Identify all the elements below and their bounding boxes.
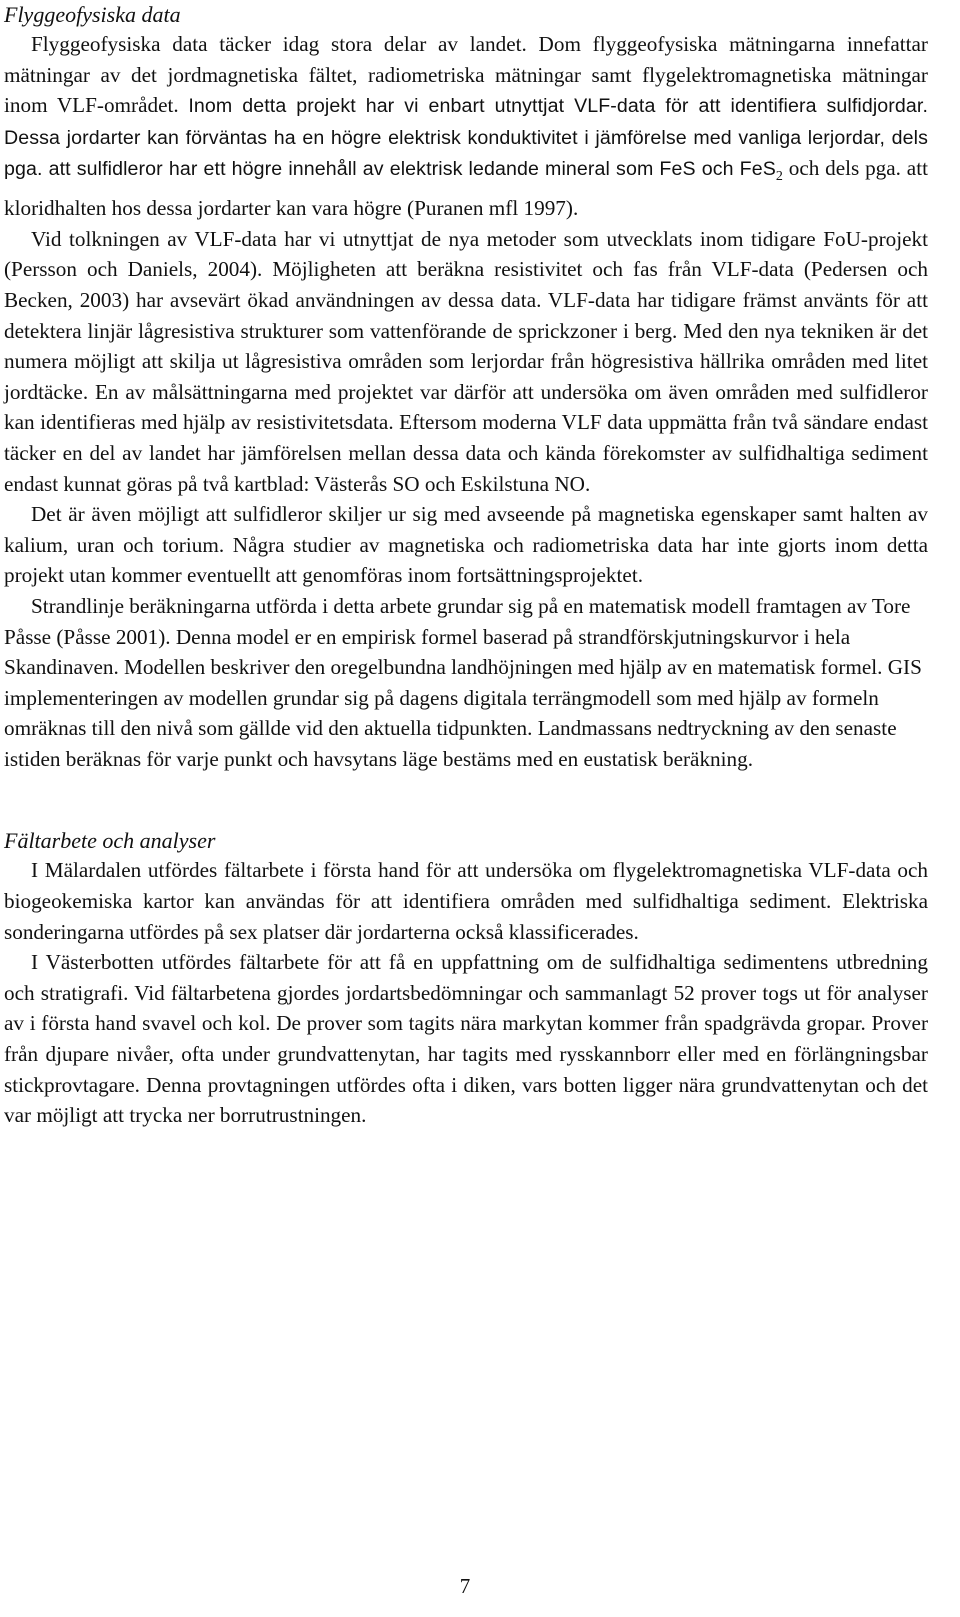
paragraph: Strandlinje beräkningarna utförda i detta arbete grundar sig på en matematisk modell framtagen av Tore Påsse (Påsse 2001). Denna model er en empirisk formel baserad på strandförskjutningskurvor i hela Skandinaven. Modellen beskriver den oregelbundna landhöjningen med hjälp av en matematisk formel. GIS implementeringen av modellen grundar sig på dagens digitala terrängmodell som med hjälp av formeln omräknas till den nivå som gällde vid den aktuella tidpunkten. Landmassans nedtryckning av den senaste istiden beräknas för varje punkt och havsytans läge bestäms med en eustatisk beräkning. <box>4 593 922 771</box>
paragraph <box>4 29 928 224</box>
page-number: 7 <box>459 1574 471 1598</box>
paragraph: I Västerbotten utfördes fältarbete för att få en uppfattning om de sulfidhaltiga sedimentens utbredning och stratigrafi. Vid fältarbetena gjordes jordartsbedömningar och sammanlagt 52 prover togs ut för analyser av i första hand svavel och kol. De prover som tagits nära markytan kommer från spadgrävda gropar. Prover från djupare nivåer, ofta under grundvattenytan, har tagits med rysskannborr eller med en förlängningsbar stickprovtagare. Denna provtagningen utfördes ofta i diken, vars botten ligger nära grundvattenytan och det var möjligt att trycka ner borrutrustningen. <box>4 950 928 1128</box>
section-heading-flyggeofysiska: Flyggeofysiska data <box>4 2 181 27</box>
paragraph: Det är även möjligt att sulfidleror skiljer ur sig med avseende på magnetiska egenskaper samt halten av kalium, uran och torium. Några studier av magnetiska och radiometriska data har inte gjorts inom detta projekt utan kommer eventuellt att genomföras inom fortsättningsprojektet. <box>4 502 928 588</box>
section-spacer <box>4 774 928 826</box>
document-page <box>4 0 928 1131</box>
paragraph-text-sans: Inom detta projekt har vi enbart utnyttjat VLF-data för att identifiera sulfidjordar. Dessa jordarter kan förväntas ha en högre elektrisk konduktivitet i jämförelse med vanliga lerjordar, dels pga. att sulfidleror har ett högre innehåll av elektrisk ledande mineral som FeS och FeS <box>4 95 928 181</box>
paragraph: Vid tolkningen av VLF-data har vi utnyttjat de nya metoder som utvecklats inom tidigare FoU-projekt (Persson och Daniels, 2004). Möjligheten att beräkna resistivitet och fas från VLF-data (Pedersen och Becken, 2003) har avsevärt ökad användningen av dessa data. VLF-data har tidigare främst använts för att detektera linjär lågresistiva strukturer som vattenförande de sprickzoner i berg. Med den nya tekniken är det numera möjligt att skilja ut lågresistiva områden som lerjordar från högresistiva hällrika områden med litet jordtäcke. En av målsättningarna med projektet var därför att undersöka om även områden med sulfidleror kan identifieras med hjälp av resistivitetsdata. Eftersom moderna VLF data uppmätta från två sändare endast täcker en del av landet har jämförelsen mellan dessa data och kända förekomster av sulfidhaltiga sediment endast kunnat göras på två kartblad: Västerås SO och Eskilstuna NO. <box>4 226 928 496</box>
section-heading-faltarbete: Fältarbete och analyser <box>4 828 216 854</box>
paragraph-text-serif-end: och dels pga. att kloridhalten hos dessa jordarter kan vara högre (Puranen mfl 1997). <box>4 156 928 221</box>
paragraph: I Mälardalen utfördes fältarbete i första hand för att undersöka om flygelektromagnetiska VLF-data och biogeokemiska kartor kan användas för att identifiera områden med sulfidhaltiga sediment. Elektriska sonderingarna utfördes på sex platser där jordarterna också klassificerades. <box>4 858 928 944</box>
chemical-subscript: 2 <box>775 169 783 185</box>
paragraph-text-serif: Flyggeofysiska data täcker idag stora delar av landet. Dom flyggeofysiska mätningarna innefattar mätningar av det jordmagnetiska fältet, radiometriska mätningar samt flygelektromagnetiska mätningar inom VLF-området. <box>4 32 928 118</box>
